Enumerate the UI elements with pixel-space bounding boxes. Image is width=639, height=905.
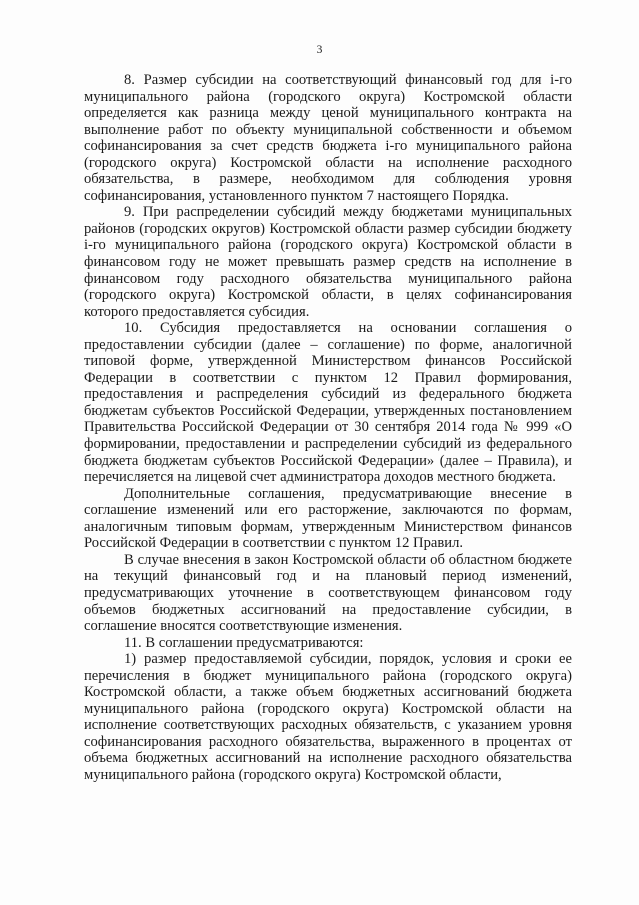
paragraph-9: 9. При распределении субсидий между бюджетами муниципальных районов (городских округов) Костромской области размер субсидии бюджету i-го муниципального района (городского округа) Костромской области в финансовом году не может превышать размер средств на исполнение в финансовом году расходного обязательства муниципального района (городского округа) Костромской области, в целях софинансирования которого предоставляется субсидия. [84,204,572,320]
paragraph-additional-agreements: Дополнительные соглашения, предусматривающие внесение в соглашение изменений или его расторжение, заключаются по формам, аналогичным типовым формам, утвержденным Министерством финансов Российской Федерации в соответствии с пунктом 12 Правил. [84,485,572,552]
paragraph-10: 10. Субсидия предоставляется на основании соглашения о предоставлении субсидии (далее – соглашение) по форме, аналогичной типовой форме, утвержденной Министерством финансов Российской Федерации в соответствии с пунктом 12 Правил формирования, предоставления и распределения субсидий из федерального бюджета бюджетам субъектов Российской Федерации, утвержденных постановлением Правительства Российской Федерации от 30 сентября 2014 года № 999 «О формировании, предоставлении и распределении субсидий из федерального бюджета бюджетам субъектов Российской Федерации» (далее – Правила), и перечисляется на лицевой счет администратора доходов местного бюджета. [84,320,572,486]
paragraph-11: 11. В соглашении предусматриваются: [124,634,364,651]
paragraph-budget-changes: В случае внесения в закон Костромской области об областном бюджете на текущий финансовый год и на плановый период изменений, предусматривающих уточнение в соответствующем финансовом году объемов бюджетных ассигнований на предоставление субсидии, в соглашение вносятся соответствующие изменения. [84,551,572,635]
paragraph-11-item-1: 1) размер предоставляемой субсидии, порядок, условия и сроки ее перечисления в бюджет муниципального района (городского округа) Костромской области, а также объем бюджетных ассигнований бюджета муниципального района (городского округа) Костромской области на исполнение соответствующих расходных обязательств, с указанием уровня софинансирования расходного обязательства, выраженного в процентах от объема бюджетных ассигнований на исполнение расходного обязательства муниципального района (городского округа) Костромской области, [84,651,572,783]
paragraph-8: 8. Размер субсидии на соответствующий финансовый год для i-го муниципального района (городского округа) Костромской области определяется как разница между ценой муниципального контракта на выполнение работ по объекту муниципальной собственности и объемом софинансирования за счет средств бюджета i-го муниципального района (городского округа) Костромской области на исполнение расходного обязательства, в размере, необходимом для соблюдения уровня софинансирования, установленного пунктом 7 настоящего Порядка. [84,72,572,204]
document-body [84,72,572,784]
page-number: 3 [316,44,323,56]
